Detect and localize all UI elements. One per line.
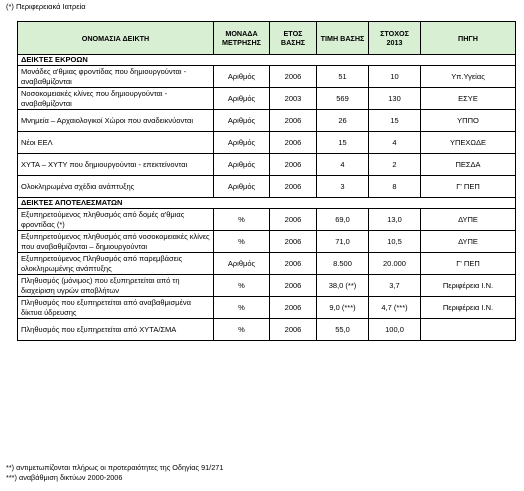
target-cell: 4 (369, 132, 421, 154)
target-cell: 8 (369, 176, 421, 198)
indicator-name: Πληθυσμός που εξυπηρετείται από αναβαθμισμένα δίκτυα ύδρευσης (18, 297, 214, 319)
unit-cell: Αριθμός (214, 88, 270, 110)
source-cell (421, 319, 516, 341)
section-result-label: ΔΕΙΚΤΕΣ ΑΠΟΤΕΛΕΣΜΑΤΩΝ (18, 198, 516, 209)
indicator-name: ΧΥΤΑ – ΧΥΤΥ που δημιουργούνται - επεκτείνονται (18, 154, 214, 176)
table-row (18, 231, 516, 253)
table-row (18, 110, 516, 132)
source-cell: ΥΠΕΧΩΔΕ (421, 132, 516, 154)
base-year-cell: 2006 (270, 319, 317, 341)
table-row (18, 132, 516, 154)
indicator-name: Εξυπηρετούμενος Πληθυσμός από παρεμβάσεις ολοκληρωμένης ανάπτυξης (18, 253, 214, 275)
base-value-cell: 51 (317, 66, 369, 88)
target-cell: 130 (369, 88, 421, 110)
base-value-cell: 71,0 (317, 231, 369, 253)
unit-cell: Αριθμός (214, 176, 270, 198)
indicator-name: Εξυπηρετούμενος πληθυσμός από δομές α'θμιας φροντίδας (*) (18, 209, 214, 231)
base-year-cell: 2006 (270, 110, 317, 132)
target-cell: 13,0 (369, 209, 421, 231)
base-year-cell: 2006 (270, 176, 317, 198)
source-cell: Γ' ΠΕΠ (421, 176, 516, 198)
section-result (18, 198, 516, 209)
target-cell: 15 (369, 110, 421, 132)
base-year-cell: 2006 (270, 132, 317, 154)
header-target: ΣΤΟΧΟΣ 2013 (369, 22, 421, 55)
indicator-name: Μνημεία – Αρχαιολογικοί Χώροι που αναδεικνύονται (18, 110, 214, 132)
table-row (18, 275, 516, 297)
table-row (18, 154, 516, 176)
unit-cell: Αριθμός (214, 253, 270, 275)
base-value-cell: 55,0 (317, 319, 369, 341)
target-cell: 2 (369, 154, 421, 176)
base-value-cell: 4 (317, 154, 369, 176)
header-base-value: ΤΙΜΗ ΒΑΣΗΣ (317, 22, 369, 55)
footnote-2: ***) αναβάθμιση δικτύων 2000-2006 (6, 473, 123, 482)
header-name: ΟΝΟΜΑΣΙΑ ΔΕΙΚΤΗ (18, 22, 214, 55)
indicator-name: Νέοι ΕΕΛ (18, 132, 214, 154)
base-value-cell: 569 (317, 88, 369, 110)
target-cell: 20.000 (369, 253, 421, 275)
base-value-cell: 15 (317, 132, 369, 154)
table-row (18, 319, 516, 341)
source-cell: ΥΠΠΟ (421, 110, 516, 132)
indicator-name: Εξυπηρετούμενος πληθυσμός από νοσοκομειακές κλίνες που αναβαθμίζονται – δημιουργούνται (18, 231, 214, 253)
indicators-table (17, 21, 516, 341)
source-cell: ΔΥΠΕ (421, 209, 516, 231)
base-value-cell: 8.500 (317, 253, 369, 275)
source-cell: ΕΣΥΕ (421, 88, 516, 110)
base-year-cell: 2006 (270, 209, 317, 231)
base-year-cell: 2006 (270, 275, 317, 297)
table-row (18, 297, 516, 319)
header-row (18, 22, 516, 55)
target-cell: 100,0 (369, 319, 421, 341)
unit-cell: Αριθμός (214, 66, 270, 88)
source-cell: Περιφέρεια Ι.Ν. (421, 297, 516, 319)
source-cell: Υπ.Υγείας (421, 66, 516, 88)
unit-cell: % (214, 275, 270, 297)
header-source: ΠΗΓΗ (421, 22, 516, 55)
top-note: (*) Περιφερειακά Ιατρεία (6, 2, 86, 11)
section-output-label: ΔΕΙΚΤΕΣ ΕΚΡΟΩΝ (18, 55, 516, 66)
base-value-cell: 9,0 (***) (317, 297, 369, 319)
source-cell: ΔΥΠΕ (421, 231, 516, 253)
unit-cell: Αριθμός (214, 110, 270, 132)
header-base-year: ΕΤΟΣ ΒΑΣΗΣ (270, 22, 317, 55)
indicator-name: Πληθυσμός (μόνιμος) που εξυπηρετείται από τη διαχείριση υγρών αποβλήτων (18, 275, 214, 297)
indicator-name: Πληθυσμός που εξυπηρετείται από ΧΥΤΑ/ΣΜΑ (18, 319, 214, 341)
table-row (18, 209, 516, 231)
base-value-cell: 38,0 (**) (317, 275, 369, 297)
target-cell: 3,7 (369, 275, 421, 297)
base-value-cell: 69,0 (317, 209, 369, 231)
source-cell: Περιφέρεια Ι.Ν. (421, 275, 516, 297)
unit-cell: Αριθμός (214, 154, 270, 176)
unit-cell: Αριθμός (214, 132, 270, 154)
header-unit: ΜΟΝΑΔΑ ΜΕΤΡΗΣΗΣ (214, 22, 270, 55)
target-cell: 4,7 (***) (369, 297, 421, 319)
source-cell: Γ' ΠΕΠ (421, 253, 516, 275)
table-row (18, 253, 516, 275)
unit-cell: % (214, 319, 270, 341)
base-year-cell: 2006 (270, 66, 317, 88)
base-value-cell: 26 (317, 110, 369, 132)
base-year-cell: 2006 (270, 297, 317, 319)
base-year-cell: 2006 (270, 154, 317, 176)
base-value-cell: 3 (317, 176, 369, 198)
indicator-name: Μονάδες α'θμιας φροντίδας που δημιουργούνται - αναβαθμίζονται (18, 66, 214, 88)
table-row (18, 176, 516, 198)
target-cell: 10 (369, 66, 421, 88)
indicator-name: Ολοκληρωμένα σχέδια ανάπτυξης (18, 176, 214, 198)
unit-cell: % (214, 231, 270, 253)
table-row (18, 66, 516, 88)
base-year-cell: 2006 (270, 231, 317, 253)
target-cell: 10,5 (369, 231, 421, 253)
base-year-cell: 2006 (270, 253, 317, 275)
base-year-cell: 2003 (270, 88, 317, 110)
unit-cell: % (214, 297, 270, 319)
unit-cell: % (214, 209, 270, 231)
table-row (18, 88, 516, 110)
footnote-1: **) αντιμετωπίζονται πλήρως οι προτεραιότητες της Οδηγίας 91/271 (6, 463, 224, 472)
source-cell: ΠΕΣΔΑ (421, 154, 516, 176)
indicator-name: Νοσοκομειακές κλίνες που δημιουργούνται - αναβαθμίζονται (18, 88, 214, 110)
footnotes (6, 463, 223, 483)
section-output (18, 55, 516, 66)
